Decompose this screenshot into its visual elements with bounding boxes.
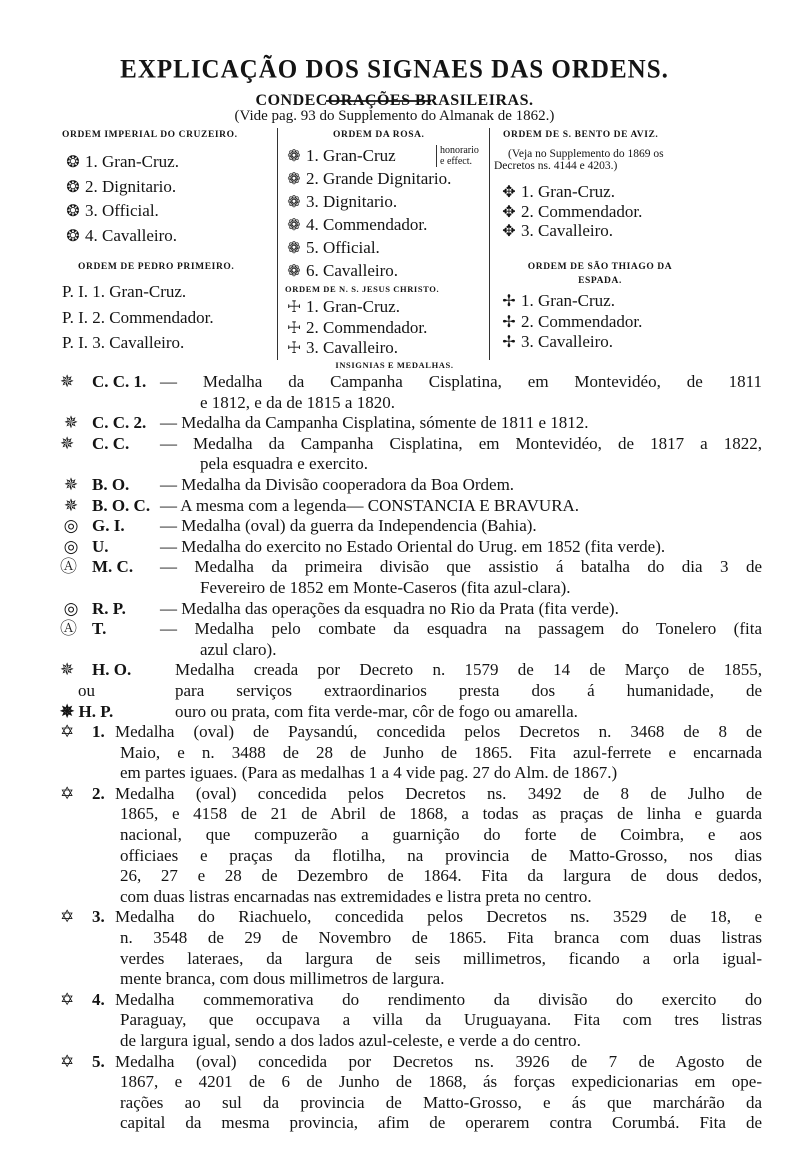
medal-label: C. C. 2. xyxy=(92,413,147,433)
medal-symbol-icon: ◎ xyxy=(63,536,79,556)
medal-text-line xyxy=(60,804,762,825)
medal-text: pela esquadra e exercito. xyxy=(200,454,369,474)
medal-text: e 1812, e da de 1815 a 1820. xyxy=(200,392,395,412)
medal-text-line xyxy=(60,990,762,1011)
medal-text-line xyxy=(60,681,762,702)
rosa-medal-icon: ❁ xyxy=(287,263,301,280)
rosa-item: ❁ 3. Dignitario. xyxy=(285,192,397,212)
cruzeiro-header: ORDEM IMPERIAL DO CRUZEIRO. xyxy=(62,130,238,140)
medal-label: 5. xyxy=(92,1051,105,1071)
medal-symbol-icon: ✵ xyxy=(60,660,75,680)
medal-text: — A mesma com a legenda— CONSTANCIA E BRAVURA. xyxy=(160,495,580,515)
medal-entry xyxy=(60,1052,762,1134)
medal-label: 2. xyxy=(92,783,105,803)
medal-text-line xyxy=(60,413,762,434)
medal-label: G. I. xyxy=(92,516,125,536)
medal-entry xyxy=(60,907,762,989)
medal-text: Paraguay, que occupava a villa da Uruguayana. Fita com tres listras xyxy=(120,1010,762,1030)
medal-symbol-icon: ✡ xyxy=(60,989,75,1009)
column-divider xyxy=(277,128,278,360)
thiago-item: ✢ 1. Gran-Cruz. xyxy=(500,291,615,311)
medal-entry xyxy=(60,990,762,1052)
medal-label: B. O. xyxy=(92,474,130,494)
cruzeiro-item: ❂ 4. Cavalleiro. xyxy=(64,226,177,246)
medal-text-line xyxy=(60,1072,762,1093)
medal-text-line xyxy=(60,516,762,537)
medal-text: — Medalha da primeira divisão que assistio á batalha do dia 3 de xyxy=(160,557,762,577)
medal-text-line xyxy=(60,846,762,867)
medal-text: Medalha commemorativa do rendimento da divisão do exercito do xyxy=(115,989,762,1009)
medal-label: 4. xyxy=(92,989,105,1009)
medal-text: Medalha (oval) concedida pelos Decretos ns. 3492 de 8 de Julho de xyxy=(115,783,762,803)
medal-text: verdes lateraes, da largura de seis millimetros, ficando a orla igual- xyxy=(120,948,762,968)
cruzeiro-star-icon: ❂ xyxy=(66,203,80,220)
medal-symbol-icon: ✡ xyxy=(60,1051,75,1071)
rosa-item: ❁ 2. Grande Dignitario. xyxy=(285,169,451,189)
rosa-header: ORDEM DA ROSA. xyxy=(333,130,425,140)
medal-symbol-icon: Ⓐ xyxy=(60,619,77,639)
rosa-medal-icon: ❁ xyxy=(287,148,301,165)
aviz-note: (Veja no Supplemento do 1869 os Decretos ns. 4144 e 4203.) xyxy=(494,148,664,172)
reference-note: (Vide pag. 93 do Supplemento do Almanak de 1862.) xyxy=(234,108,555,124)
medal-label: M. C. xyxy=(92,557,134,577)
medal-text: Medalha (oval) concedida por Decretos ns. 3926 de 7 de Agosto de xyxy=(115,1051,762,1071)
medal-text-line xyxy=(60,619,762,640)
pedro-item: P. I. 2. Commendador. xyxy=(62,308,214,327)
rosa-medal-icon: ❁ xyxy=(287,171,301,188)
cruzeiro-star-icon: ❂ xyxy=(66,228,80,245)
aviz-item: ✥ 3. Cavalleiro. xyxy=(500,221,613,241)
medal-text: n. 3548 de 29 de Novembro de 1865. Fita branca com duas listras xyxy=(120,928,762,948)
medal-text: para serviços extraordinarios presta dos á humanidade, de xyxy=(175,680,762,700)
medal-text-line xyxy=(60,640,762,661)
christo-item: ☩ 2. Commendador. xyxy=(286,318,428,337)
medal-label: B. O. C. xyxy=(92,495,151,515)
medal-label: 3. xyxy=(92,907,105,927)
aviz-item: ✥ 2. Commendador. xyxy=(500,202,642,222)
rosa-item: ❁ 4. Commendador. xyxy=(285,215,427,235)
medal-text-line xyxy=(60,743,762,764)
medal-entry xyxy=(60,660,762,722)
aviz-header: ORDEM DE S. BENTO DE AVIZ. xyxy=(503,130,659,140)
medal-entry xyxy=(60,557,762,598)
medal-list xyxy=(60,372,762,1134)
medal-text: Medalha do Riachuelo, concedida pelos Decretos ns. 3529 de 18, e xyxy=(115,907,762,927)
pedro-item: P. I. 3. Cavalleiro. xyxy=(62,333,185,352)
medal-text: 26, 27 e 28 de Dezembro de 1864. Fita da largura de dous dedos, xyxy=(120,866,762,886)
medal-entry xyxy=(60,413,762,434)
medal-text: 1867, e 4201 de 6 de Junho de 1868, ás forças expedicionarias em ope- xyxy=(120,1072,762,1092)
medal-entry xyxy=(60,537,762,558)
thiago-header: ORDEM DE SÃO THIAGO DA ESPADA. xyxy=(527,262,673,286)
medal-entry xyxy=(60,475,762,496)
rosa-medal-icon: ❁ xyxy=(287,194,301,211)
medal-entry xyxy=(60,516,762,537)
section-header: INSIGNIAS E MEDALHAS. xyxy=(335,360,454,370)
rosa-item: ❁ 5. Official. xyxy=(285,238,380,258)
medal-text-line xyxy=(60,454,762,475)
medal-text: Medalha (oval) de Paysandú, concedida pelos Decretos n. 3468 de 8 de xyxy=(115,722,762,742)
aviz-cross-icon: ✥ xyxy=(502,223,516,240)
medal-text: 1865, e 4158 de 21 de Abril de 1868, a todas as praças de linha e guarda xyxy=(120,804,762,824)
medal-symbol-icon: ✵ xyxy=(63,474,79,494)
christo-item: ☩ 3. Cavalleiro. xyxy=(286,338,399,357)
medal-entry xyxy=(60,372,762,413)
medal-text-line xyxy=(60,1010,762,1031)
rosa-note: honorario e effect. xyxy=(436,145,479,167)
medal-text: — Medalha da Divisão cooperadora da Boa Ordem. xyxy=(160,474,515,494)
medal-text-line xyxy=(60,866,762,887)
medal-text: Fevereiro de 1852 em Monte-Caseros (fita azul-clara). xyxy=(200,577,571,597)
medal-text-line xyxy=(60,393,762,414)
pedro-header: ORDEM DE PEDRO PRIMEIRO. xyxy=(78,262,235,272)
christo-cross-icon: ☩ xyxy=(286,320,302,337)
medal-text: de largura igual, sendo a dos lados azul-celeste, e verde a do centro. xyxy=(120,1031,581,1050)
subtitle: CONDECORAÇÕES BRASILEIRAS. xyxy=(255,92,534,109)
medal-text: — Medalha da Campanha Cisplatina, sómente de 1811 e 1812. xyxy=(160,413,589,433)
medal-entry xyxy=(60,784,762,908)
medal-symbol-icon: ◎ xyxy=(63,598,79,618)
christo-cross-icon: ☩ xyxy=(286,299,302,316)
medal-symbol-icon: ✡ xyxy=(60,907,75,927)
medal-text-line xyxy=(60,1093,762,1114)
cruzeiro-star-icon: ❂ xyxy=(66,179,80,196)
medal-text-line xyxy=(60,763,762,784)
medal-text-line xyxy=(60,722,762,743)
medal-text-line xyxy=(60,949,762,970)
medal-label: T. xyxy=(92,619,107,639)
thiago-cross-icon: ✢ xyxy=(502,314,516,331)
christo-item: ☩ 1. Gran-Cruz. xyxy=(286,297,400,316)
medal-text-line xyxy=(60,599,762,620)
medal-text-line xyxy=(60,1031,762,1052)
medal-label: ✵ H. P. xyxy=(60,701,114,721)
medal-text-line xyxy=(60,1113,762,1134)
medal-text-line xyxy=(60,887,762,908)
medal-text: — Medalha do exercito no Estado Oriental do Urug. em 1852 (fita verde). xyxy=(160,536,666,556)
medal-text: nacional, que compuzerão a guarnição do forte de Coimbra, e aos xyxy=(120,825,762,845)
medal-text: — Medalha das operações da esquadra no Rio da Prata (fita verde). xyxy=(160,598,619,618)
cruzeiro-star-icon: ❂ xyxy=(66,154,80,171)
medal-text-line xyxy=(60,702,762,723)
medal-text-line xyxy=(60,537,762,558)
medal-text-line xyxy=(60,969,762,990)
thiago-item: ✢ 2. Commendador. xyxy=(500,312,642,332)
medal-text-line xyxy=(60,557,762,578)
medal-text-line xyxy=(60,660,762,681)
medal-text: Medalha creada por Decreto n. 1579 de 14 de Março de 1855, xyxy=(175,660,762,680)
medal-text: Maio, e n. 3488 de 28 de Junho de 1865. Fita azul-ferrete e encarnada xyxy=(120,742,762,762)
medal-text-line xyxy=(60,578,762,599)
rosa-item: ❁ 1. Gran-Cruz xyxy=(285,146,396,166)
medal-symbol-icon: ✵ xyxy=(60,433,75,453)
medal-text: ouro ou prata, com fita verde-mar, côr de fogo ou amarella. xyxy=(175,701,578,721)
aviz-cross-icon: ✥ xyxy=(502,184,516,201)
medal-text-line xyxy=(60,434,762,455)
medal-label: 1. xyxy=(92,722,105,742)
medal-text: — Medalha pelo combate da esquadra na passagem do Tonelero (fita xyxy=(160,619,762,639)
thiago-item: ✢ 3. Cavalleiro. xyxy=(500,332,613,352)
medal-label: C. C. 1. xyxy=(92,372,147,391)
medal-text: azul claro). xyxy=(200,639,277,659)
medal-entry xyxy=(60,619,762,660)
medal-text: — Medalha (oval) da guerra da Independencia (Bahia). xyxy=(160,516,537,536)
medal-symbol-icon: ✵ xyxy=(63,495,79,515)
medal-symbol-icon: ✡ xyxy=(60,783,75,803)
medal-label: C. C. xyxy=(92,433,130,453)
medal-symbol-icon: ◎ xyxy=(63,516,79,536)
cruzeiro-item: ❂ 3. Official. xyxy=(64,201,159,221)
medal-symbol-icon: ✡ xyxy=(60,722,75,742)
medal-entry xyxy=(60,434,762,475)
medal-symbol-icon: ✵ xyxy=(63,413,79,433)
medal-label: R. P. xyxy=(92,598,126,618)
christo-cross-icon: ☩ xyxy=(286,340,302,357)
medal-symbol-icon: ✵ xyxy=(60,372,75,391)
cruzeiro-item: ❂ 1. Gran-Cruz. xyxy=(64,152,179,172)
medal-text-line xyxy=(60,928,762,949)
medal-text-line xyxy=(60,907,762,928)
rosa-item: ❁ 6. Cavalleiro. xyxy=(285,261,398,281)
medal-entry xyxy=(60,722,762,784)
medal-or-label: ou xyxy=(78,680,95,700)
medal-entry xyxy=(60,496,762,517)
aviz-item: ✥ 1. Gran-Cruz. xyxy=(500,182,615,202)
medal-text-line xyxy=(60,372,762,393)
medal-label: H. O. xyxy=(92,660,132,680)
medal-text-line xyxy=(60,1052,762,1073)
page-title: EXPLICAÇÃO DOS SIGNAES DAS ORDENS. xyxy=(120,55,669,84)
medal-text: rações ao sul da provincia de Matto-Grosso, e ás que marchárão da xyxy=(120,1092,762,1112)
medal-text: officiaes e praças da flotilha, na provincia de Matto-Grosso, nos dias xyxy=(120,845,762,865)
medal-symbol-icon: Ⓐ xyxy=(60,557,77,577)
medal-text: mente branca, com dous millimetros de largura. xyxy=(120,969,445,989)
medal-text: em partes iguaes. (Para as medalhas 1 a 4 vide pag. 27 do Alm. de 1867.) xyxy=(120,763,618,783)
thiago-cross-icon: ✢ xyxy=(502,293,516,310)
thiago-cross-icon: ✢ xyxy=(502,334,516,351)
pedro-item: P. I. 1. Gran-Cruz. xyxy=(62,282,187,301)
rosa-medal-icon: ❁ xyxy=(287,217,301,234)
medal-text-line xyxy=(60,825,762,846)
aviz-cross-icon: ✥ xyxy=(502,204,516,221)
medal-text: capital da mesma provincia, afim de operarem contra Corumbá. Fita de xyxy=(120,1113,762,1133)
medal-text-line xyxy=(60,496,762,517)
medal-entry xyxy=(60,599,762,620)
column-divider xyxy=(489,128,490,360)
medal-text: — Medalha da Campanha Cisplatina, em Montevidéo, de 1817 a 1822, xyxy=(160,433,762,453)
medal-text: com duas listras encarnadas nas extremidades e listra preta no centro. xyxy=(120,886,592,906)
medal-label: U. xyxy=(92,536,109,556)
rosa-medal-icon: ❁ xyxy=(287,240,301,257)
cruzeiro-item: ❂ 2. Dignitario. xyxy=(64,177,176,197)
medal-text-line xyxy=(60,784,762,805)
christo-header: ORDEM DE N. S. JESUS CHRISTO. xyxy=(285,284,440,294)
medal-text: — Medalha da Campanha Cisplatina, em Montevidéo, de 1811 xyxy=(160,372,762,391)
medal-text-line xyxy=(60,475,762,496)
